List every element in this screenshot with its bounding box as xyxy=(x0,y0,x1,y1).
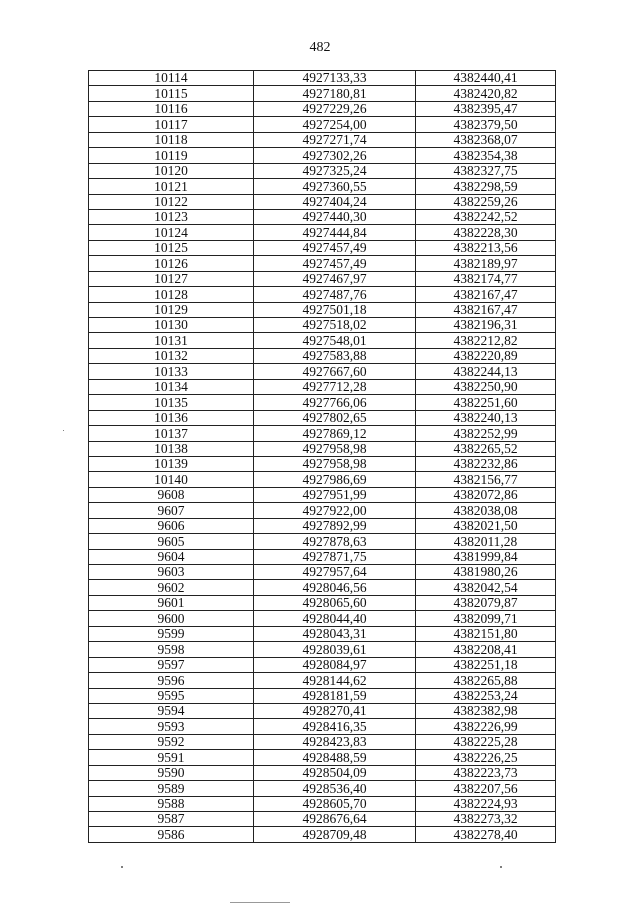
point-number-cell: 10117 xyxy=(89,117,254,132)
point-number-cell: 10114 xyxy=(89,71,254,86)
x-coordinate-cell: 4928416,35 xyxy=(254,719,416,734)
table-row xyxy=(89,348,556,363)
x-coordinate-cell: 4927360,55 xyxy=(254,179,416,194)
x-coordinate-cell: 4928709,48 xyxy=(254,827,416,842)
point-number-cell: 9608 xyxy=(89,487,254,502)
table-row xyxy=(89,503,556,518)
point-number-cell: 9591 xyxy=(89,750,254,765)
scan-artifact-line xyxy=(230,902,290,903)
point-number-cell: 10128 xyxy=(89,287,254,302)
y-coordinate-cell: 4382167,47 xyxy=(416,302,556,317)
y-coordinate-cell: 4382240,13 xyxy=(416,410,556,425)
y-coordinate-cell: 4382395,47 xyxy=(416,101,556,116)
point-number-cell: 10116 xyxy=(89,101,254,116)
point-number-cell: 10138 xyxy=(89,441,254,456)
table-row xyxy=(89,734,556,749)
x-coordinate-cell: 4928605,70 xyxy=(254,796,416,811)
x-coordinate-cell: 4927229,26 xyxy=(254,101,416,116)
y-coordinate-cell: 4382226,25 xyxy=(416,750,556,765)
table-row xyxy=(89,86,556,101)
x-coordinate-cell: 4928488,59 xyxy=(254,750,416,765)
y-coordinate-cell: 4382208,41 xyxy=(416,642,556,657)
y-coordinate-cell: 4382250,90 xyxy=(416,379,556,394)
y-coordinate-cell: 4382252,99 xyxy=(416,426,556,441)
y-coordinate-cell: 4382265,88 xyxy=(416,673,556,688)
point-number-cell: 9604 xyxy=(89,549,254,564)
y-coordinate-cell: 4382327,75 xyxy=(416,163,556,178)
y-coordinate-cell: 4382213,56 xyxy=(416,240,556,255)
x-coordinate-cell: 4928084,97 xyxy=(254,657,416,672)
x-coordinate-cell: 4927325,24 xyxy=(254,163,416,178)
x-coordinate-cell: 4927712,28 xyxy=(254,379,416,394)
coordinates-table-body xyxy=(89,71,556,843)
point-number-cell: 10129 xyxy=(89,302,254,317)
point-number-cell: 10115 xyxy=(89,86,254,101)
point-number-cell: 9599 xyxy=(89,626,254,641)
y-coordinate-cell: 4382167,47 xyxy=(416,287,556,302)
table-row xyxy=(89,132,556,147)
point-number-cell: 10139 xyxy=(89,456,254,471)
point-number-cell: 9590 xyxy=(89,765,254,780)
x-coordinate-cell: 4928046,56 xyxy=(254,580,416,595)
table-row xyxy=(89,441,556,456)
y-coordinate-cell: 4382228,30 xyxy=(416,225,556,240)
y-coordinate-cell: 4382021,50 xyxy=(416,518,556,533)
point-number-cell: 10134 xyxy=(89,379,254,394)
x-coordinate-cell: 4928044,40 xyxy=(254,611,416,626)
y-coordinate-cell: 4382368,07 xyxy=(416,132,556,147)
y-coordinate-cell: 4382278,40 xyxy=(416,827,556,842)
y-coordinate-cell: 4382232,86 xyxy=(416,456,556,471)
x-coordinate-cell: 4927958,98 xyxy=(254,456,416,471)
point-number-cell: 9605 xyxy=(89,534,254,549)
y-coordinate-cell: 4382420,82 xyxy=(416,86,556,101)
x-coordinate-cell: 4928043,31 xyxy=(254,626,416,641)
scan-speck xyxy=(121,866,123,868)
table-row xyxy=(89,410,556,425)
point-number-cell: 9600 xyxy=(89,611,254,626)
y-coordinate-cell: 4382251,60 xyxy=(416,395,556,410)
x-coordinate-cell: 4928676,64 xyxy=(254,812,416,827)
scan-speck xyxy=(63,430,64,431)
y-coordinate-cell: 4382244,13 xyxy=(416,364,556,379)
table-row xyxy=(89,163,556,178)
x-coordinate-cell: 4927302,26 xyxy=(254,148,416,163)
point-number-cell: 10132 xyxy=(89,348,254,363)
table-row xyxy=(89,148,556,163)
page-number: 482 xyxy=(309,40,331,55)
x-coordinate-cell: 4928423,83 xyxy=(254,734,416,749)
point-number-cell: 9601 xyxy=(89,595,254,610)
point-number-cell: 10137 xyxy=(89,426,254,441)
point-number-cell: 9606 xyxy=(89,518,254,533)
scan-speck xyxy=(500,866,502,868)
point-number-cell: 9592 xyxy=(89,734,254,749)
point-number-cell: 9593 xyxy=(89,719,254,734)
table-row xyxy=(89,518,556,533)
x-coordinate-cell: 4927869,12 xyxy=(254,426,416,441)
point-number-cell: 9589 xyxy=(89,781,254,796)
table-row xyxy=(89,240,556,255)
table-row xyxy=(89,456,556,471)
x-coordinate-cell: 4927871,75 xyxy=(254,549,416,564)
point-number-cell: 10118 xyxy=(89,132,254,147)
x-coordinate-cell: 4927404,24 xyxy=(254,194,416,209)
table-row xyxy=(89,642,556,657)
point-number-cell: 10136 xyxy=(89,410,254,425)
y-coordinate-cell: 4382265,52 xyxy=(416,441,556,456)
table-row xyxy=(89,595,556,610)
x-coordinate-cell: 4928181,59 xyxy=(254,688,416,703)
table-row xyxy=(89,333,556,348)
table-row xyxy=(89,426,556,441)
x-coordinate-cell: 4928270,41 xyxy=(254,703,416,718)
y-coordinate-cell: 4382079,87 xyxy=(416,595,556,610)
x-coordinate-cell: 4927548,01 xyxy=(254,333,416,348)
y-coordinate-cell: 4382273,32 xyxy=(416,812,556,827)
x-coordinate-cell: 4927444,84 xyxy=(254,225,416,240)
point-number-cell: 10126 xyxy=(89,256,254,271)
point-number-cell: 10135 xyxy=(89,395,254,410)
table-row xyxy=(89,549,556,564)
x-coordinate-cell: 4927254,00 xyxy=(254,117,416,132)
x-coordinate-cell: 4927957,64 xyxy=(254,565,416,580)
y-coordinate-cell: 4382196,31 xyxy=(416,318,556,333)
point-number-cell: 9602 xyxy=(89,580,254,595)
y-coordinate-cell: 4382099,71 xyxy=(416,611,556,626)
table-row xyxy=(89,209,556,224)
y-coordinate-cell: 4382253,24 xyxy=(416,688,556,703)
x-coordinate-cell: 4927958,98 xyxy=(254,441,416,456)
table-row xyxy=(89,796,556,811)
x-coordinate-cell: 4927440,30 xyxy=(254,209,416,224)
y-coordinate-cell: 4382220,89 xyxy=(416,348,556,363)
y-coordinate-cell: 4382251,18 xyxy=(416,657,556,672)
table-row xyxy=(89,179,556,194)
y-coordinate-cell: 4382379,50 xyxy=(416,117,556,132)
table-row xyxy=(89,117,556,132)
y-coordinate-cell: 4382156,77 xyxy=(416,472,556,487)
y-coordinate-cell: 4382151,80 xyxy=(416,626,556,641)
table-row xyxy=(89,827,556,842)
x-coordinate-cell: 4927518,02 xyxy=(254,318,416,333)
y-coordinate-cell: 4382354,38 xyxy=(416,148,556,163)
point-number-cell: 9588 xyxy=(89,796,254,811)
point-number-cell: 10122 xyxy=(89,194,254,209)
point-number-cell: 9595 xyxy=(89,688,254,703)
table-row xyxy=(89,71,556,86)
point-number-cell: 10124 xyxy=(89,225,254,240)
y-coordinate-cell: 4382225,28 xyxy=(416,734,556,749)
point-number-cell: 9607 xyxy=(89,503,254,518)
table-row xyxy=(89,225,556,240)
y-coordinate-cell: 4382072,86 xyxy=(416,487,556,502)
table-row xyxy=(89,271,556,286)
table-row xyxy=(89,657,556,672)
table-row xyxy=(89,287,556,302)
point-number-cell: 9586 xyxy=(89,827,254,842)
table-row xyxy=(89,719,556,734)
y-coordinate-cell: 4382440,41 xyxy=(416,71,556,86)
point-number-cell: 10140 xyxy=(89,472,254,487)
x-coordinate-cell: 4928065,60 xyxy=(254,595,416,610)
x-coordinate-cell: 4927180,81 xyxy=(254,86,416,101)
point-number-cell: 9597 xyxy=(89,657,254,672)
table-row xyxy=(89,194,556,209)
x-coordinate-cell: 4927457,49 xyxy=(254,256,416,271)
coordinates-table xyxy=(88,70,556,843)
point-number-cell: 10133 xyxy=(89,364,254,379)
y-coordinate-cell: 4381999,84 xyxy=(416,549,556,564)
table-row xyxy=(89,750,556,765)
x-coordinate-cell: 4927457,49 xyxy=(254,240,416,255)
table-row xyxy=(89,318,556,333)
table-row xyxy=(89,765,556,780)
point-number-cell: 10127 xyxy=(89,271,254,286)
x-coordinate-cell: 4927951,99 xyxy=(254,487,416,502)
point-number-cell: 10119 xyxy=(89,148,254,163)
table-row xyxy=(89,302,556,317)
table-row xyxy=(89,673,556,688)
x-coordinate-cell: 4928144,62 xyxy=(254,673,416,688)
table-row xyxy=(89,364,556,379)
point-number-cell: 10130 xyxy=(89,318,254,333)
y-coordinate-cell: 4382259,26 xyxy=(416,194,556,209)
table-row xyxy=(89,781,556,796)
x-coordinate-cell: 4927878,63 xyxy=(254,534,416,549)
point-number-cell: 9598 xyxy=(89,642,254,657)
y-coordinate-cell: 4382298,59 xyxy=(416,179,556,194)
y-coordinate-cell: 4381980,26 xyxy=(416,565,556,580)
x-coordinate-cell: 4927133,33 xyxy=(254,71,416,86)
table-row xyxy=(89,534,556,549)
x-coordinate-cell: 4927892,99 xyxy=(254,518,416,533)
x-coordinate-cell: 4927271,74 xyxy=(254,132,416,147)
table-row xyxy=(89,626,556,641)
table-row xyxy=(89,580,556,595)
x-coordinate-cell: 4928039,61 xyxy=(254,642,416,657)
table-row xyxy=(89,379,556,394)
table-row xyxy=(89,487,556,502)
point-number-cell: 10120 xyxy=(89,163,254,178)
table-row xyxy=(89,395,556,410)
point-number-cell: 9603 xyxy=(89,565,254,580)
x-coordinate-cell: 4927583,88 xyxy=(254,348,416,363)
point-number-cell: 10131 xyxy=(89,333,254,348)
y-coordinate-cell: 4382011,28 xyxy=(416,534,556,549)
table-row xyxy=(89,812,556,827)
point-number-cell: 10125 xyxy=(89,240,254,255)
x-coordinate-cell: 4927501,18 xyxy=(254,302,416,317)
y-coordinate-cell: 4382207,56 xyxy=(416,781,556,796)
point-number-cell: 10123 xyxy=(89,209,254,224)
table-row xyxy=(89,472,556,487)
point-number-cell: 9587 xyxy=(89,812,254,827)
x-coordinate-cell: 4928536,40 xyxy=(254,781,416,796)
x-coordinate-cell: 4927667,60 xyxy=(254,364,416,379)
point-number-cell: 10121 xyxy=(89,179,254,194)
y-coordinate-cell: 4382038,08 xyxy=(416,503,556,518)
y-coordinate-cell: 4382382,98 xyxy=(416,703,556,718)
table-row xyxy=(89,256,556,271)
x-coordinate-cell: 4927487,76 xyxy=(254,287,416,302)
point-number-cell: 9596 xyxy=(89,673,254,688)
x-coordinate-cell: 4927766,06 xyxy=(254,395,416,410)
table-row xyxy=(89,611,556,626)
y-coordinate-cell: 4382042,54 xyxy=(416,580,556,595)
x-coordinate-cell: 4927802,65 xyxy=(254,410,416,425)
table-row xyxy=(89,565,556,580)
y-coordinate-cell: 4382226,99 xyxy=(416,719,556,734)
table-row xyxy=(89,101,556,116)
y-coordinate-cell: 4382242,52 xyxy=(416,209,556,224)
y-coordinate-cell: 4382223,73 xyxy=(416,765,556,780)
x-coordinate-cell: 4927986,69 xyxy=(254,472,416,487)
y-coordinate-cell: 4382224,93 xyxy=(416,796,556,811)
table-row xyxy=(89,703,556,718)
y-coordinate-cell: 4382174,77 xyxy=(416,271,556,286)
x-coordinate-cell: 4927467,97 xyxy=(254,271,416,286)
point-number-cell: 9594 xyxy=(89,703,254,718)
x-coordinate-cell: 4927922,00 xyxy=(254,503,416,518)
table-row xyxy=(89,688,556,703)
y-coordinate-cell: 4382212,82 xyxy=(416,333,556,348)
y-coordinate-cell: 4382189,97 xyxy=(416,256,556,271)
x-coordinate-cell: 4928504,09 xyxy=(254,765,416,780)
